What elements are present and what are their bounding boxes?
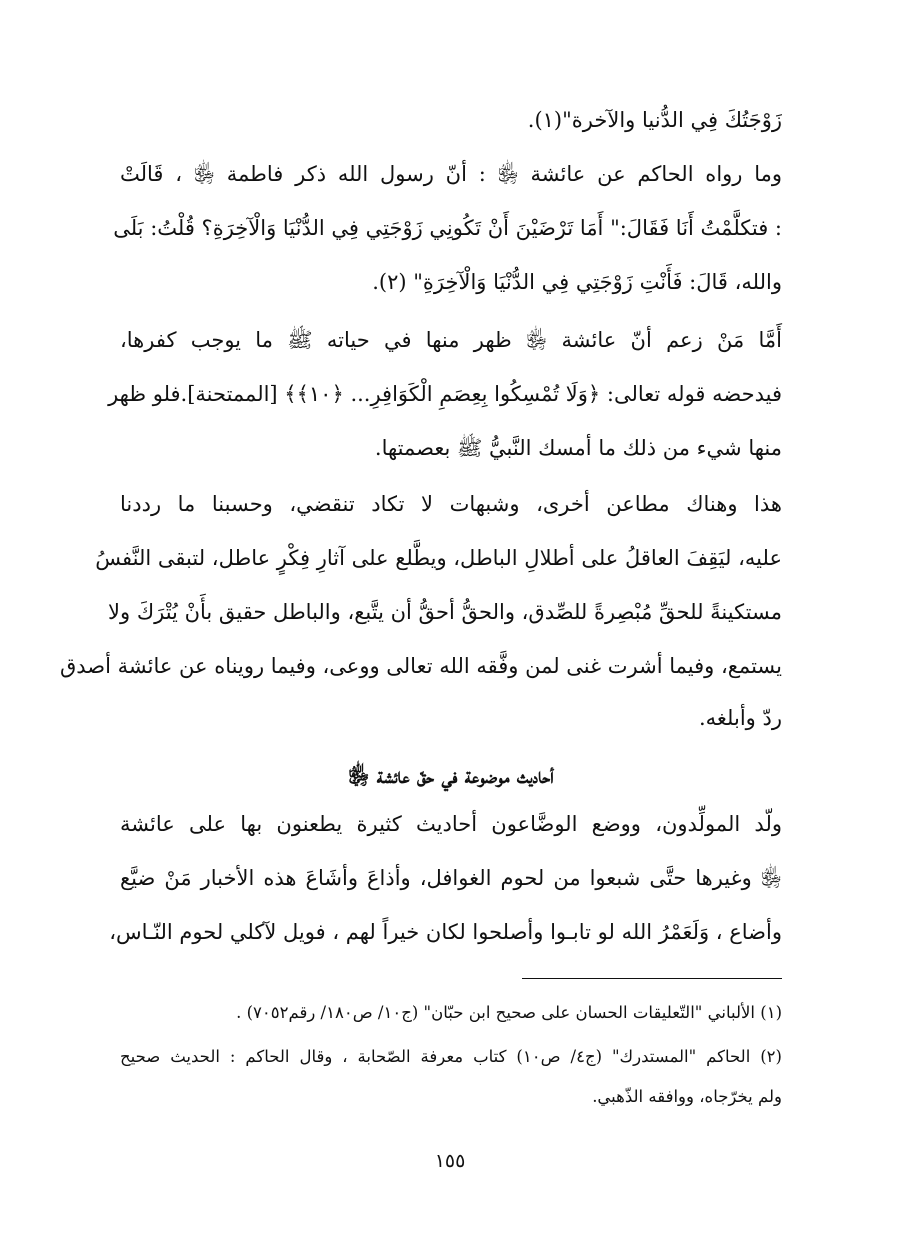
footnote-2: (٢) الحاكم "المستدرك" (ج٤/ ص١٠) كتاب معرفة الصّحابة ، وقال الحاكم : الحديث صحيح	[120, 1047, 782, 1066]
section-line-3: وأضاع ، وَلَعَمْرُ الله لو تابـوا وأصلحوا لكان خيراً لهم ، فويل لآكلي لحوم النّـاس،	[109, 920, 782, 944]
body-line-5: أَمَّا مَنْ زعم أنّ عائشة ﵂ ظهر منها في حياته ﷺ ما يوجب كفرها،	[120, 328, 782, 352]
page-number: ١٥٥	[434, 1150, 466, 1172]
body-line-8: هذا وهناك مطاعن أخرى، وشبهات لا تكاد تنقضي، وحسبنا ما رددنا	[120, 492, 782, 516]
body-line-1: زَوْجَتُكَ فِي الدُّنيا والآخرة"(١).	[527, 108, 782, 132]
body-line-2: وما رواه الحاكم عن عائشة ﵂ : أنّ رسول الله ذكر فاطمة ﵂ ، قَالَتْ	[120, 162, 782, 186]
footnote-2-continued: ولم يخرّجاه، ووافقه الذّهبي.	[592, 1087, 782, 1106]
section-line-1: ولّد المولِّدون، ووضع الوضَّاعون أحاديث كثيرة يطعنون بها على عائشة	[120, 812, 782, 836]
footnote-divider	[522, 978, 782, 979]
body-line-12: ردّ وأبلغه.	[698, 706, 782, 730]
body-line-11: يستمع، وفيما أشرت غنى لمن وفَّقه الله تعالى ووعى، وفيما رويناه عن عائشة أصدق	[59, 654, 782, 678]
body-line-3: : فتكلَّمْتُ أَنَا فَقَالَ:" أَمَا تَرْضَيْنَ أَنْ تَكُونِي زَوْجَتِي فِي الدُّنْيَا وَالْآخِرَةِ؟ قُلْتُ: بَلَى	[113, 216, 782, 240]
body-line-9: عليه، ليَقِفَ العاقلُ على أطلالِ الباطل، ويطَّلع على آثارِ فِكْرٍ عاطل، لتبقى النَّفسُ	[95, 546, 782, 570]
footnote-1: (١) الألباني "التّعليقات الحسان على صحيح ابن حبّان" (ج١٠/ ص١٨٠/ رقم٧٠٥٢) .	[236, 1003, 782, 1022]
body-line-7: منها شيء من ذلك ما أمسك النَّبيُّ ﷺ بعصمتها.	[374, 436, 782, 460]
body-line-6: فيدحضه قوله تعالى: ﴿وَلَا تُمْسِكُوا بِعِصَمِ الْكَوَافِرِ... ﴿١٠﴾﴾ [الممتحنة].فلو ظهر	[108, 382, 782, 406]
body-line-4: والله، قَالَ: فَأَنْتِ زَوْجَتِي فِي الدُّنْيَا وَالْآخِرَةِ" (٢).	[372, 270, 782, 294]
body-line-10: مستكينةً للحقِّ مُبْصِرةً للصِّدق، والحقُّ أحقُّ أن يتَّبع، والباطل حقيق بأَنْ يُتْرَكَ ولا	[108, 600, 782, 624]
section-heading: أحاديث موضوعة في حقّ عائشة ﵂	[348, 763, 554, 788]
section-line-2: ﵂ وغيرها حتَّى شبعوا من لحوم الغوافل، وأذاعَ وأشَاعَ هذه الأخبار مَنْ ضيَّع	[120, 866, 782, 890]
